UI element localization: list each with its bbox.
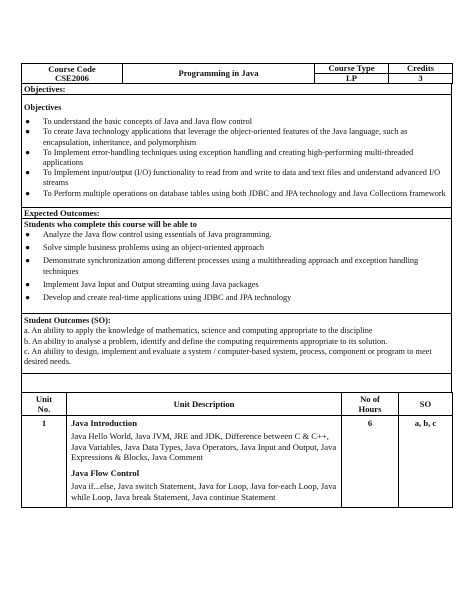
course-code-label: Course Code <box>48 63 96 74</box>
bullet-icon: ● <box>25 168 31 178</box>
course-type-value: LP <box>346 73 357 83</box>
credits-value: 3 <box>418 73 423 83</box>
course-document <box>21 63 452 508</box>
col-unit-header: Unit No. <box>22 393 67 416</box>
bullet-icon: ● <box>25 230 31 240</box>
outcome-item: ● Demonstrate synchronization among different processes using a multithreading approach and exception handling techniques <box>25 256 419 276</box>
course-code-cell <box>22 64 123 84</box>
outcome-item: ● Develop and create real-time applications using JDBC and JPA technology <box>25 293 292 303</box>
student-outcome-b: b. An ability to analyse a problem, identify and define the computing requirements appropriate to its solution. <box>24 336 388 346</box>
bullet-icon: ● <box>25 256 31 266</box>
unit-hours: 6 <box>342 416 399 508</box>
unit-description <box>67 416 342 508</box>
course-type-label: Course Type <box>315 64 388 74</box>
credits-label: Credits <box>389 64 452 74</box>
unit-topic-text: Java Hello World, Java JVM, JRE and JDK, Difference between C & C++, Java Variables, Java Data Types, Java Operators, Java Input and Output, Java Expressions & Blocks, Java Comment <box>71 431 337 463</box>
student-outcome-c: c. An ability to design, implement and evaluate a system / computer-based system, process, component or program to meet desired needs. <box>24 346 432 367</box>
table-row <box>22 416 453 508</box>
unit-topic: Java Introduction <box>71 418 137 429</box>
expected-outcomes-section <box>21 208 452 314</box>
objectives-heading: Objectives <box>24 103 62 112</box>
outcome-item: ● Analyze the Java flow control using essentials of Java programming. <box>25 230 272 240</box>
course-title: Programming in Java <box>123 64 315 84</box>
col-desc-header: Unit Description <box>67 393 342 416</box>
course-header-table <box>21 63 453 84</box>
bullet-icon: ● <box>25 117 31 127</box>
expected-outcomes-label: Expected Outcomes: <box>22 208 451 219</box>
unit-so: a, b, c <box>399 416 453 508</box>
bullet-icon: ● <box>25 293 31 303</box>
section-spacer <box>21 374 452 392</box>
unit-topic: Java Flow Control <box>71 468 140 479</box>
bullet-icon: ● <box>25 188 31 198</box>
bullet-icon: ● <box>25 147 31 157</box>
bullet-icon: ● <box>25 127 31 137</box>
outcomes-intro: Students who complete this course will be able to <box>24 219 197 229</box>
objective-item: ● To understand the basic concepts of Java and Java flow control <box>25 117 253 127</box>
unit-topic-text: Java if...else, Java switch Statement, Java for Loop, Java for-each Loop, Java while Loop, Java break Statement, Java continue Statement <box>71 481 337 502</box>
objective-item: ● To Implement input/output (I/O) functionality to read from and write to data and text files and understand advanced I/O streams <box>25 168 441 188</box>
objective-item: ● To Implement error-handling techniques using exception handling and creating high-performing multi-threaded applications <box>25 147 414 168</box>
objective-item: ● To create Java technology applications that leverage the object-oriented features of the Java language, such as encapsulation, inheritance, and polymorphism <box>25 127 408 147</box>
unit-number: 1 <box>22 416 67 508</box>
objectives-section <box>21 84 452 208</box>
student-outcome-a: a. An ability to apply the knowledge of mathematics, science and computing appropriate to the discipline <box>24 326 373 336</box>
col-hours-header: No of Hours <box>342 393 399 416</box>
bullet-icon: ● <box>25 243 31 253</box>
course-code-value: CSE2006 <box>55 72 89 83</box>
credits-cell <box>389 64 453 84</box>
outcome-item: ● Implement Java Input and Output streaming using Java packages <box>25 279 259 289</box>
objectives-section-label: Objectives: <box>22 84 451 95</box>
units-table <box>21 392 453 508</box>
student-outcomes-label: Student Outcomes (SO): <box>24 316 111 326</box>
col-so-header: SO <box>399 393 453 416</box>
objective-item: ● To Perform multiple operations on database tables using both JDBC and JPA technology and Java Collections framework <box>25 188 446 198</box>
bullet-icon: ● <box>25 279 31 289</box>
outcome-item: ● Solve simple business problems using an object-oriented approach <box>25 243 264 253</box>
student-outcomes-section <box>21 314 452 374</box>
course-type-cell <box>315 64 389 84</box>
